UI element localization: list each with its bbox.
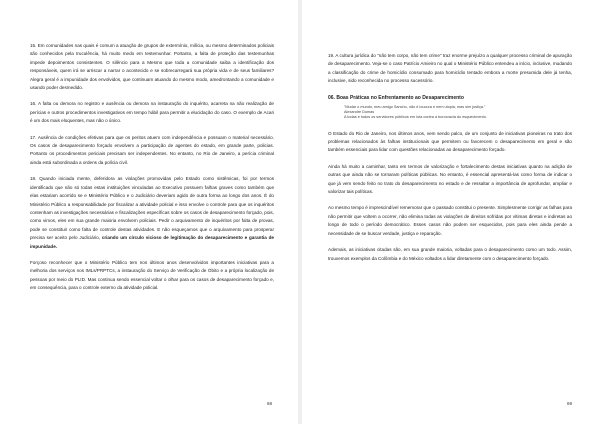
paragraph-19: 19. A cultura jurídica do "não tem corpo, não tem crime" traz enorme prejuízo a qualquer processo criminal de apuração de desaparecimento. Veja-se o caso Patrício Amieiro no qual o Ministério Público entendeu a início, inclusive, mudando a classificação do crime de homicídio consumado para homicídio tentado embora a morte presumida dele já tenha, inclusive, sido reconhecida no processo sucessório. (328, 53, 572, 84)
epigraph-author: Alexandre Dumas (344, 109, 375, 114)
paragraph-18-continuation: Forçoso reconhecer que o Ministério Público tem nos últimos anos desenvolvidos importantes iniciativas para a melhoria dos serviços nos IMLs/PRPTCs, a instauração do Serviço de Verificação de Óbito e a própria localização de pessoas por meio do PLID. Mas continua sendo essencial voltar o olhar para os casos de desaparecimento forçado e, em consequência, para o controle externo da atividade policial. (30, 259, 274, 291)
paragraph-18-text: 18. Quando iniciada mente, deferidora as violações promovidas pelo Estado como sistêmicas, foi por termos identificado que não só todas estas instituições vinculadas ao Executivo possuem falhas graves como também que elas estariam acorrido se e Ministério Público e o Judiciário deveriam agido de outra forma ao longo dos anos. É do Ministério Público a responsabilidade por fiscalizar a atividade policial e isso envolve o controle para que os inquéritos contenham as investigações necessárias e fiscalizações específicas sobre os casos de desaparecimento forçado, pois, como vimos, eles em sua grande maioria envolvem policiais. Pedir o arquivamento de inquéritos por falta de provas, pode se constituir como falta de controle destas atividades. E não esqueçamos que o arquivamento para prosperar precisa ser aceito pelo Judiciário, (30, 176, 274, 241)
paragraph-18-bold: criando um círculo vicioso de legitimação do desaparecimento e garantia de impunidade. (30, 235, 274, 249)
paragraph-18 (30, 175, 274, 251)
paragraph-16: 16. A falta ou demora no registro e ausência ou demora na instauração do inquérito, acarreta na não realização de perícias e outros procedimentos investigativos em tempo hábil para permitir a elucidação do caso. O exemplo de Acari é um dos mais eloquentes, mas não o único. (30, 101, 274, 124)
epigraph (344, 105, 572, 120)
left-page (0, 0, 298, 424)
right-page (302, 0, 600, 424)
page-number-right: 69 (566, 401, 572, 406)
body-paragraph-4: Ademais, as iniciativas citadas são, em sua grande maioria, voltadas para o desaparecimento como um todo. Assim, trouxemos exemplos da Colômbia e do México voltados a lidar diretamente com o desaparecimento forçado. (328, 247, 572, 261)
paragraph-17: 17. Ausência de condições efetivas para que os peritos atuem com independência e possuam o material necessário. Os casos de desaparecimento forçado envolvem a participação de agentes do estado, em grande parte, policias. Portanto os procedimentos periciais precisam ser independentes. No entanto, no Rio de Janeiro, a perícia criminal ainda está subordinada a ordens da polícia civil. (30, 134, 274, 165)
body-paragraph-2: Ainda há muito a caminhar, tanto em termos de valorização e fortalecimento destas iniciativas quanto na adição de outras que ainda não se tornaram políticas públicas. No entanto, é essencial apresentá-las como forma de indicar o que já vem sendo feito no trato do desaparecimento no estado e de ressaltar a importância de aprofundar, ampliar e valorizar tais políticas. (328, 163, 572, 195)
epigraph-dedication: A todas e todos os servidores públicos em luta contra a burocracia do esquecimento. (344, 114, 487, 119)
body-paragraph-3: Ao mesmo tempo é imprescindível rememorar que o passado constitui o presente. Simplesmente corrigir as falhas para não permitir que voltem a ocorrer, não elimina todas as violações de direitos sofridas por vítimas diretas e indiretas ao longo de todo o período democrático. Esses casos não podem ser esquecidos, pois para eles ainda pende a necessidade de se buscar verdade, justiça e reparação. (328, 205, 572, 236)
section-heading: 06. Boas Práticas no Enfrentamento ao Desaparecimento (328, 94, 464, 101)
page-number-left: 68 (266, 401, 272, 406)
epigraph-quote: "Mudar o mundo, meu amigo Sancho, não é loucura e nem utopia, mas sim justiça." (344, 104, 486, 109)
paragraph-15: 15. Em comunidades nas quais é comum a atuação de grupos de extermínio, milícia, ou mesmo determinados policiais são conhecidos pela truculência, há muito medo em testemunhar. Portanto, a falta de proteção das testemunhas impede depoimentos consistentes. O silêncio para a Mesmo que toda a comunidade saiba a identificação dos responsáveis, quem irá se arriscar a narrar o acontecido e se sobrecarregará sua própria vida e de seus familiares? Alegra geral é a impunidade dos envolvidos, que continuam atuando do mesmo modo, amedrontando a comunidade e usando poder desmedido. (30, 43, 274, 91)
body-paragraph-1: O Estado do Rio de Janeiro, nos últimos anos, vem sendo palco, de um conjunto de iniciativas pioneiras no trato dos problemas relacionados às falhas institucionais que permitem ou favorecem o desaparecimento em geral e são também essenciais para lidar com questões relacionadas ao desaparecimento forçado. (328, 130, 572, 153)
